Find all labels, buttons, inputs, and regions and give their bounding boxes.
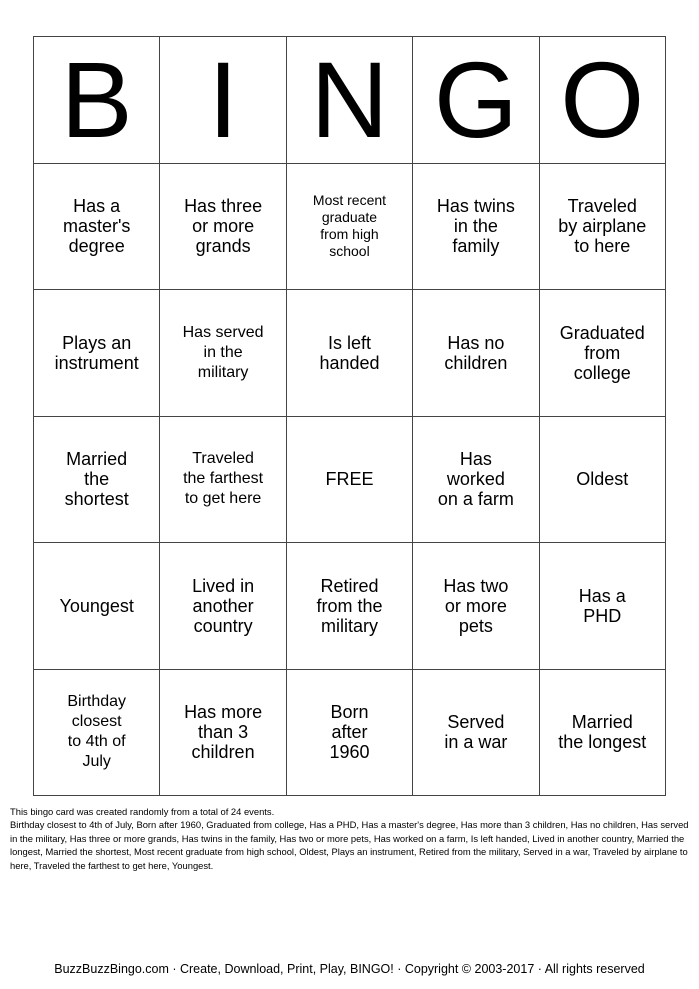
bingo-square[interactable] [160, 670, 286, 797]
bingo-square[interactable] [34, 543, 160, 670]
bingo-square[interactable] [160, 164, 286, 291]
bingo-square[interactable] [287, 543, 413, 670]
bingo-square[interactable] [540, 543, 666, 670]
bingo-square[interactable] [287, 670, 413, 797]
square-label: Retired from the military [316, 575, 383, 636]
header-letter-g: G [413, 37, 539, 164]
bingo-square[interactable] [160, 290, 286, 417]
square-label: Most recent graduate from high school [312, 192, 387, 260]
square-label: Has a PHD [578, 585, 626, 626]
bingo-square[interactable] [413, 417, 539, 544]
square-label: Served in a war [444, 712, 508, 753]
bingo-square[interactable] [34, 290, 160, 417]
bingo-square[interactable] [160, 417, 286, 544]
square-label: Married the shortest [64, 449, 129, 510]
square-label: Graduated from college [559, 322, 645, 383]
bingo-square[interactable] [413, 670, 539, 797]
card-info-events: Birthday closest to 4th of July, Born after 1960, Graduated from college, Has a PHD, Has a master's degree, Has more than 3 children, Has no children, Has served in the military, Has three or more grands, Has twins in the family, Has two or more pets, Has worked on a farm, Is left handed, Lived in another country, Married the longest, Married the shortest, Most recent graduate from high school, Oldest, Plays an instrument, Retired from the military, Served in a war, Traveled by airplane to here, Traveled the farthest to get here, Youngest. [10, 819, 689, 871]
square-label: Has three or more grands [184, 196, 263, 257]
square-label: Traveled the farthest to get here [183, 450, 264, 508]
bingo-square[interactable] [540, 417, 666, 544]
bingo-card [33, 36, 666, 796]
square-label: Born after 1960 [329, 702, 370, 763]
square-label: Oldest [576, 469, 629, 490]
bingo-square[interactable] [287, 290, 413, 417]
free-label: FREE [325, 469, 374, 490]
bingo-square[interactable] [34, 417, 160, 544]
square-label: Has a master's degree [62, 196, 131, 257]
bingo-square[interactable] [540, 670, 666, 797]
footer-copyright: BuzzBuzzBingo.com · Create, Download, Print, Play, BINGO! · Copyright © 2003-2017 · All rights reserved [54, 962, 645, 976]
bingo-square[interactable] [34, 670, 160, 797]
card-info-intro: This bingo card was created randomly from a total of 24 events. [10, 806, 275, 817]
bingo-square[interactable] [413, 164, 539, 291]
square-label: Traveled by airplane to here [558, 196, 647, 257]
bingo-square[interactable] [540, 164, 666, 291]
card-info [10, 805, 690, 872]
square-label: Lived in another country [192, 575, 255, 636]
square-label: Has more than 3 children [184, 702, 263, 763]
square-label: Has served in the military [182, 323, 264, 381]
bingo-square[interactable] [540, 290, 666, 417]
bingo-square[interactable] [413, 290, 539, 417]
header-letter-o: O [540, 37, 666, 164]
square-label: Plays an instrument [54, 332, 139, 373]
square-label: Married the longest [558, 712, 647, 753]
square-label: Youngest [59, 595, 134, 616]
square-label: Has twins in the family [436, 196, 515, 257]
header-letter-n: N [287, 37, 413, 164]
bingo-square[interactable] [34, 164, 160, 291]
bingo-square[interactable] [160, 543, 286, 670]
header-letter-i: I [160, 37, 286, 164]
bingo-square[interactable] [413, 543, 539, 670]
square-label: Has worked on a farm [437, 449, 514, 510]
square-label: Has no children [444, 332, 508, 373]
square-label: Has two or more pets [443, 575, 509, 636]
square-label: Is left handed [319, 332, 380, 373]
free-square[interactable] [287, 417, 413, 544]
header-letter-b: B [34, 37, 160, 164]
square-label: Birthday closest to 4th of July [67, 693, 127, 771]
bingo-square[interactable] [287, 164, 413, 291]
